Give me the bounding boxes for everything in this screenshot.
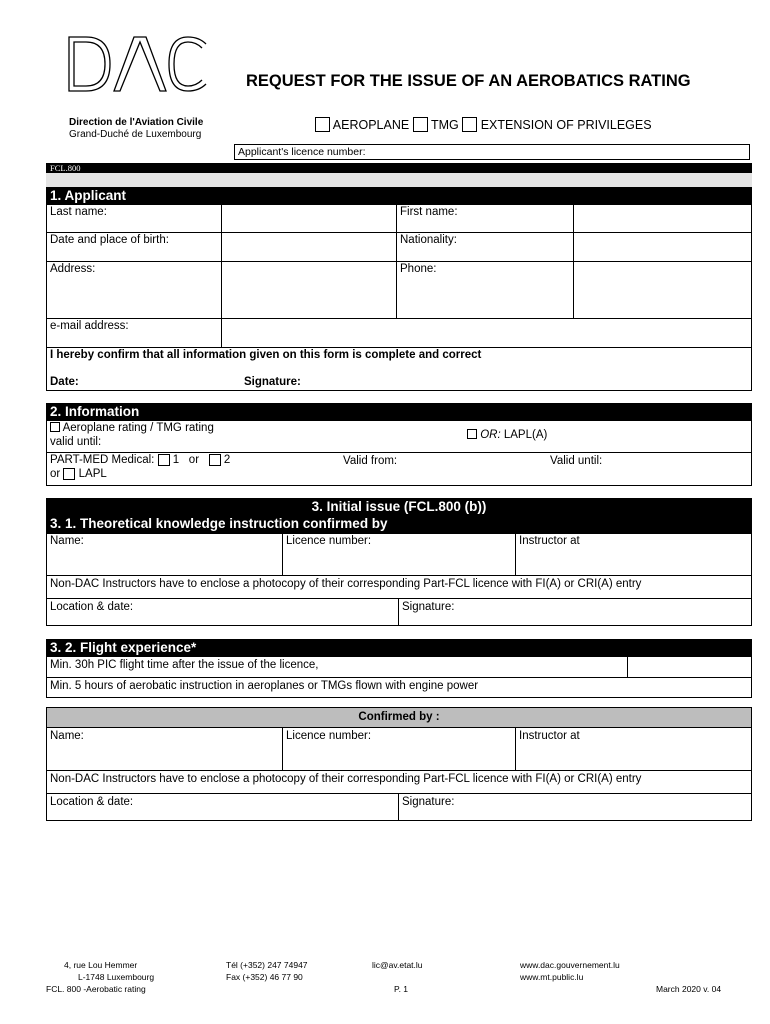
aeroplane-rating-label: Aeroplane rating / TMG rating <box>62 422 214 434</box>
email-label: e-mail address: <box>50 320 129 332</box>
cb-name-label: Name: <box>50 730 84 742</box>
confirm-statement: I hereby confirm that all information given on this form is complete and correct <box>50 349 482 361</box>
form-code-bar <box>46 163 752 173</box>
fe-row-1: Min. 30h PIC flight time after the issue of the licence, <box>50 659 319 671</box>
cb-licence-label: Licence number: <box>286 730 372 742</box>
fe-row-2: Min. 5 hours of aerobatic instruction in aeroplanes or TMGs flown with engine power <box>50 680 479 692</box>
or-text-2: or <box>50 468 61 480</box>
valid-until-2-label: Valid until: <box>550 455 603 467</box>
valid-until-label: valid until: <box>50 436 102 448</box>
footer-address-2: L-1748 Luxembourg <box>78 972 155 982</box>
aeroplane-checkbox[interactable] <box>315 117 330 132</box>
section-applicant-header <box>46 187 752 204</box>
section-information-title: 2. Information <box>50 404 140 419</box>
medical-class-1-checkbox[interactable] <box>158 454 170 466</box>
date-label: Date: <box>50 376 79 388</box>
confirmed-by-title: Confirmed by : <box>358 711 440 723</box>
cb-instructor-label: Instructor at <box>519 730 580 742</box>
grey-strip <box>46 173 752 187</box>
or-label: OR: <box>480 429 501 441</box>
phone-input[interactable] <box>574 262 751 317</box>
ti-licence-label: Licence number: <box>286 535 372 547</box>
aeroplane-rating-row <box>50 422 214 434</box>
lapl-medical-label: LAPL <box>78 468 107 480</box>
ti-location-label: Location & date: <box>50 601 134 613</box>
page-title: REQUEST FOR THE ISSUE OF AN AEROBATICS RATING <box>246 72 691 90</box>
form-code: FCL.800 <box>50 163 81 173</box>
medical-class-2-label: 2 <box>223 454 231 466</box>
first-name-input[interactable] <box>574 205 751 231</box>
licence-number-label: Applicant's licence number: <box>238 146 366 158</box>
footer-web-2: www.mt.public.lu <box>520 972 584 982</box>
signature-label: Signature: <box>244 376 301 388</box>
address-input[interactable] <box>222 262 395 317</box>
email-input[interactable] <box>222 319 751 346</box>
section-information-header <box>46 403 752 420</box>
rating-options <box>315 117 652 132</box>
dob-input[interactable] <box>222 233 395 260</box>
aeroplane-rating-checkbox[interactable] <box>50 422 60 432</box>
cb-non-dac-note: Non-DAC Instructors have to enclose a photocopy of their corresponding Part-FCL licence with FI(A) or CRI(A) entry <box>50 773 642 785</box>
theoretical-subtitle: 3. 1. Theoretical knowledge instruction confirmed by <box>50 516 388 531</box>
lapl-a-label: LAPL(A) <box>503 429 548 441</box>
part-med-label: PART-MED Medical: <box>50 454 155 466</box>
footer-fax: Fax (+352) 46 77 90 <box>226 972 303 982</box>
part-med-row <box>50 454 230 466</box>
lapl-a-checkbox[interactable] <box>467 429 477 439</box>
confirmed-by-header <box>47 708 751 728</box>
tmg-label: TMG <box>430 118 459 132</box>
footer-version: March 2020 v. 04 <box>656 984 722 994</box>
lapl-medical-row <box>50 468 107 480</box>
cb-signature-label: Signature: <box>402 796 455 808</box>
address-label: Address: <box>50 263 96 275</box>
or-text: or <box>188 454 200 466</box>
flight-experience-title: 3. 2. Flight experience* <box>50 640 197 655</box>
ti-non-dac-note: Non-DAC Instructors have to enclose a photocopy of their corresponding Part-FCL licence with FI(A) or CRI(A) entry <box>50 578 642 590</box>
dob-label: Date and place of birth: <box>50 234 169 246</box>
ti-instructor-label: Instructor at <box>519 535 580 547</box>
footer-form-ref: FCL. 800 -Aerobatic rating <box>46 984 146 994</box>
medical-class-2-checkbox[interactable] <box>209 454 221 466</box>
footer-page: P. 1 <box>394 984 409 994</box>
ti-signature-label: Signature: <box>402 601 455 613</box>
section-flight-experience-header <box>46 639 752 656</box>
section-initial-issue-header <box>46 498 752 533</box>
footer-web-1: www.dac.gouvernement.lu <box>520 960 620 970</box>
section-applicant-title: 1. Applicant <box>50 188 127 203</box>
licence-number-field[interactable] <box>234 144 750 160</box>
last-name-input[interactable] <box>222 205 395 231</box>
dac-logo <box>66 34 216 94</box>
first-name-label: First name: <box>400 206 458 218</box>
last-name-label: Last name: <box>50 206 107 218</box>
nationality-input[interactable] <box>574 233 751 260</box>
extension-checkbox[interactable] <box>462 117 477 132</box>
medical-class-1-label: 1 <box>172 454 180 466</box>
phone-label: Phone: <box>400 263 437 275</box>
footer-email: lic@av.etat.lu <box>372 960 423 970</box>
org-subtitle: Grand-Duché de Luxembourg <box>69 129 202 140</box>
nationality-label: Nationality: <box>400 234 457 246</box>
tmg-checkbox[interactable] <box>413 117 428 132</box>
footer-tel: Tél (+352) 247 74947 <box>226 960 308 970</box>
lapl-medical-checkbox[interactable] <box>63 468 75 480</box>
org-name: Direction de l'Aviation Civile <box>69 117 204 128</box>
footer-address-1: 4, rue Lou Hemmer <box>64 960 138 970</box>
initial-issue-title: 3. Initial issue (FCL.800 (b)) <box>311 499 487 514</box>
extension-label: EXTENSION OF PRIVILEGES <box>480 118 652 132</box>
lapl-a-row <box>467 429 547 441</box>
cb-location-label: Location & date: <box>50 796 134 808</box>
aeroplane-label: AEROPLANE <box>332 118 410 132</box>
ti-name-label: Name: <box>50 535 84 547</box>
valid-from-label: Valid from: <box>343 455 398 467</box>
fe-row-1-input[interactable] <box>628 657 751 676</box>
